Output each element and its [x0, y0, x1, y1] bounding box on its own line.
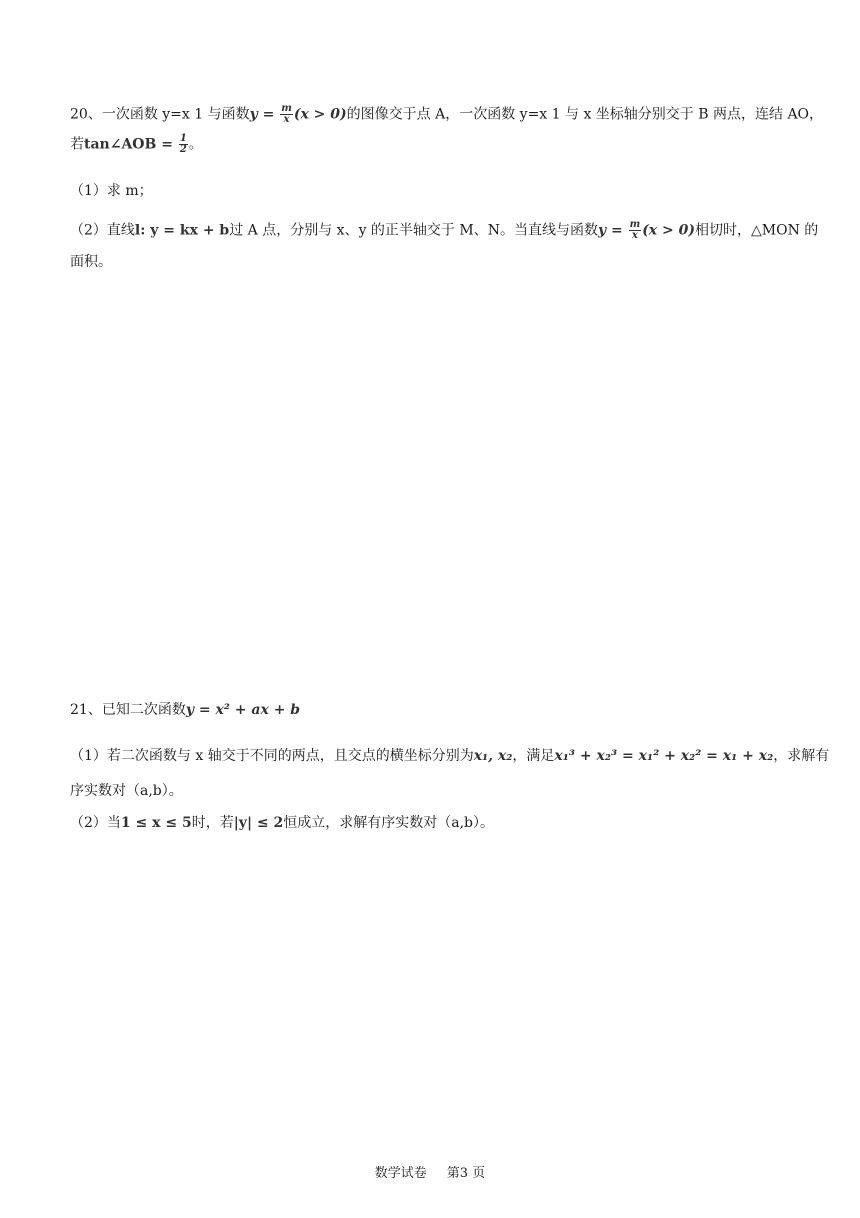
q21-sub2: [70, 813, 494, 833]
q20-tan-formula: tan∠AOB =: [84, 136, 178, 153]
q20-sub2-line-formula: l: y = kx + b: [134, 222, 230, 239]
q20-sub2-text-c: 相切时，△MON 的: [695, 222, 819, 239]
q20-line2: [70, 134, 203, 155]
q21-sub1-condition: x₁³ + x₂³ = x₁² + x₂² = x₁ + x₂: [554, 748, 774, 764]
q20-line2-text-b: 。: [188, 136, 203, 153]
q21-sub2-text-a: （2）当: [70, 815, 121, 831]
q20-sub2-formula-lhs: y =: [597, 222, 628, 239]
q20-line2-text-a: 若: [70, 136, 84, 153]
q20-sub2-line1: [70, 220, 818, 241]
q21-sub1-line1: [70, 746, 829, 766]
q21-title-formula: y = x² + ax + b: [185, 702, 301, 718]
q21-sub1-text-a: （1）若二次函数与 x 轴交于不同的两点，且交点的横坐标分别为: [70, 748, 474, 764]
q21-sub2-text-c: 恒成立，求解有序实数对（a,b）。: [283, 815, 495, 831]
q20-text-b: 的图像交于点 A，一次函数 y=x 1 与 x 坐标轴分别交于 B 两点，连结 AO，: [346, 106, 824, 123]
q20-sub2-text-a: （2）直线: [70, 222, 135, 239]
q21-sub1-line2: 序实数对（a,b）。: [70, 783, 183, 799]
footer-page-number: 第3 页: [446, 1166, 486, 1181]
q21-sub1-roots: x₁, x₂: [473, 748, 513, 764]
q20-frac-den: x: [283, 114, 290, 125]
q20-sub2-text-b: 过 A 点，分别与 x、y 的正半轴交于 M、N。当直线与函数: [229, 222, 598, 239]
q20-tan-frac-num: 1: [179, 133, 187, 144]
q20-fraction: [280, 104, 293, 125]
q21-sub1-text-c: ，求解有: [773, 748, 830, 764]
q20-sub2-frac-den: x: [631, 230, 638, 241]
q20-tan-fraction: [179, 134, 188, 155]
q20-tan-frac-den: 2: [179, 144, 187, 155]
q21-sub1-text-b: ，满足: [512, 748, 555, 764]
q20-formula-lhs: y =: [249, 106, 280, 123]
footer-subject: 数学试卷: [374, 1166, 427, 1181]
q20-sub2-line2: 面积。: [70, 254, 112, 270]
q20-sub2-fraction: [629, 220, 642, 241]
q20-line1: [70, 104, 823, 125]
q21-sub2-bound: |y| ≤ 2: [233, 815, 284, 831]
q20-frac-num: m: [281, 103, 292, 114]
q21-sub2-text-b: 时，若: [191, 815, 234, 831]
q20-sub2-formula-rhs: (x > 0): [642, 222, 696, 239]
q21-title-text: 21、已知二次函数: [70, 702, 186, 718]
q20-sub1: （1）求 m；: [70, 183, 153, 199]
q20-formula-rhs: (x > 0): [293, 106, 347, 123]
q20-text-a: 20、一次函数 y=x 1 与函数: [70, 106, 250, 123]
page-footer: [0, 1162, 860, 1181]
q20-sub2-frac-num: m: [629, 219, 641, 230]
q21-sub2-interval: 1 ≤ x ≤ 5: [120, 815, 192, 831]
q21-title: [70, 700, 300, 720]
